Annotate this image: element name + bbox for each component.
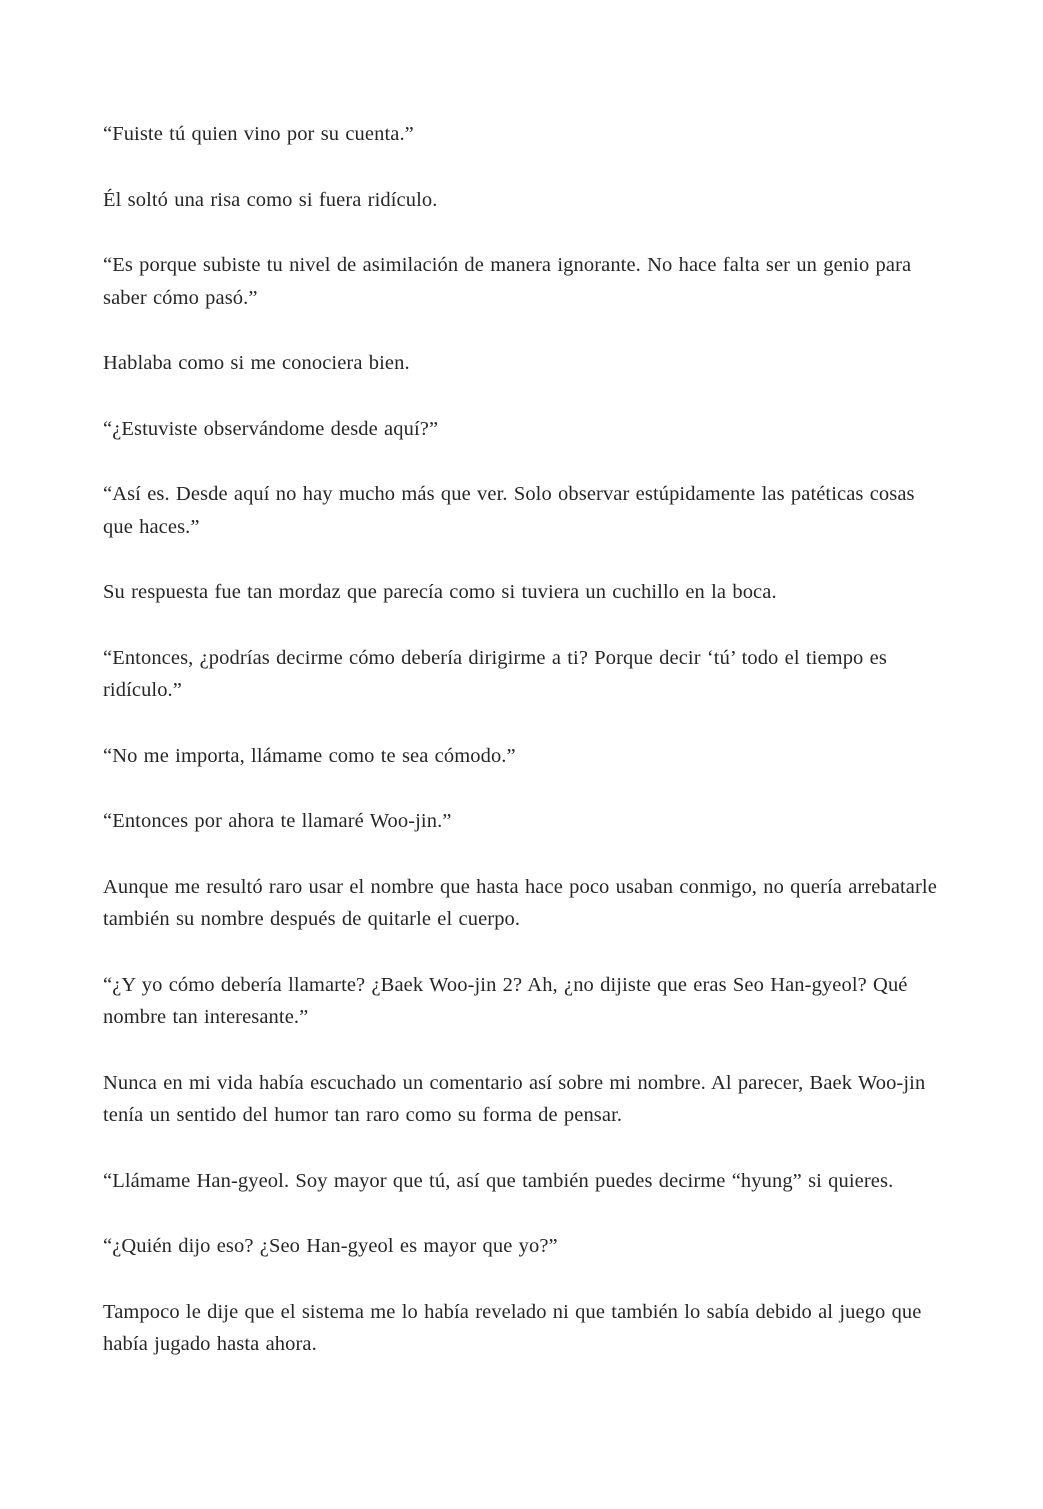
- paragraph: “¿Y yo cómo debería llamarte? ¿Baek Woo-jin 2? Ah, ¿no dijiste que eras Seo Han-gyeol? Qué nombre tan interesante.”: [103, 973, 908, 1028]
- paragraph: Hablaba como si me conociera bien.: [103, 352, 410, 374]
- paragraph: “Entonces, ¿podrías decirme cómo debería dirigirme a ti? Porque decir ‘tú’ todo el tiempo es ridículo.”: [103, 646, 887, 701]
- paragraph: “Entonces por ahora te llamaré Woo-jin.”: [103, 810, 452, 832]
- paragraph: “Fuiste tú quien vino por su cuenta.”: [103, 123, 414, 145]
- paragraph: “No me importa, llámame como te sea cómodo.”: [103, 744, 516, 767]
- paragraph: Su respuesta fue tan mordaz que parecía como si tuviera un cuchillo en la boca.: [103, 581, 777, 603]
- paragraph: “¿Quién dijo eso? ¿Seo Han-gyeol es mayor que yo?”: [103, 1235, 558, 1257]
- paragraph: “¿Estuviste observándome desde aquí?”: [103, 417, 439, 440]
- paragraph: Él soltó una risa como si fuera ridículo.: [103, 188, 438, 211]
- paragraph: Tampoco le dije que el sistema me lo había revelado ni que también lo sabía debido al juego que había jugado hasta ahora.: [103, 1300, 922, 1355]
- paragraph: “Así es. Desde aquí no hay mucho más que ver. Solo observar estúpidamente las patéticas cosas que haces.”: [103, 483, 915, 538]
- paragraph: Nunca en mi vida había escuchado un comentario así sobre mi nombre. Al parecer, Baek Woo-jin tenía un sentido del humor tan raro como su forma de pensar.: [103, 1071, 926, 1126]
- paragraph: “Llámame Han-gyeol. Soy mayor que tú, así que también puedes decirme “hyung” si quieres.: [103, 1169, 894, 1192]
- paragraph: “Es porque subiste tu nivel de asimilación de manera ignorante. No hace falta ser un genio para saber cómo pasó.”: [103, 254, 912, 309]
- paragraph: Aunque me resultó raro usar el nombre que hasta hace poco usaban conmigo, no quería arrebatarle también su nombre después de quitarle el cuerpo.: [103, 875, 937, 930]
